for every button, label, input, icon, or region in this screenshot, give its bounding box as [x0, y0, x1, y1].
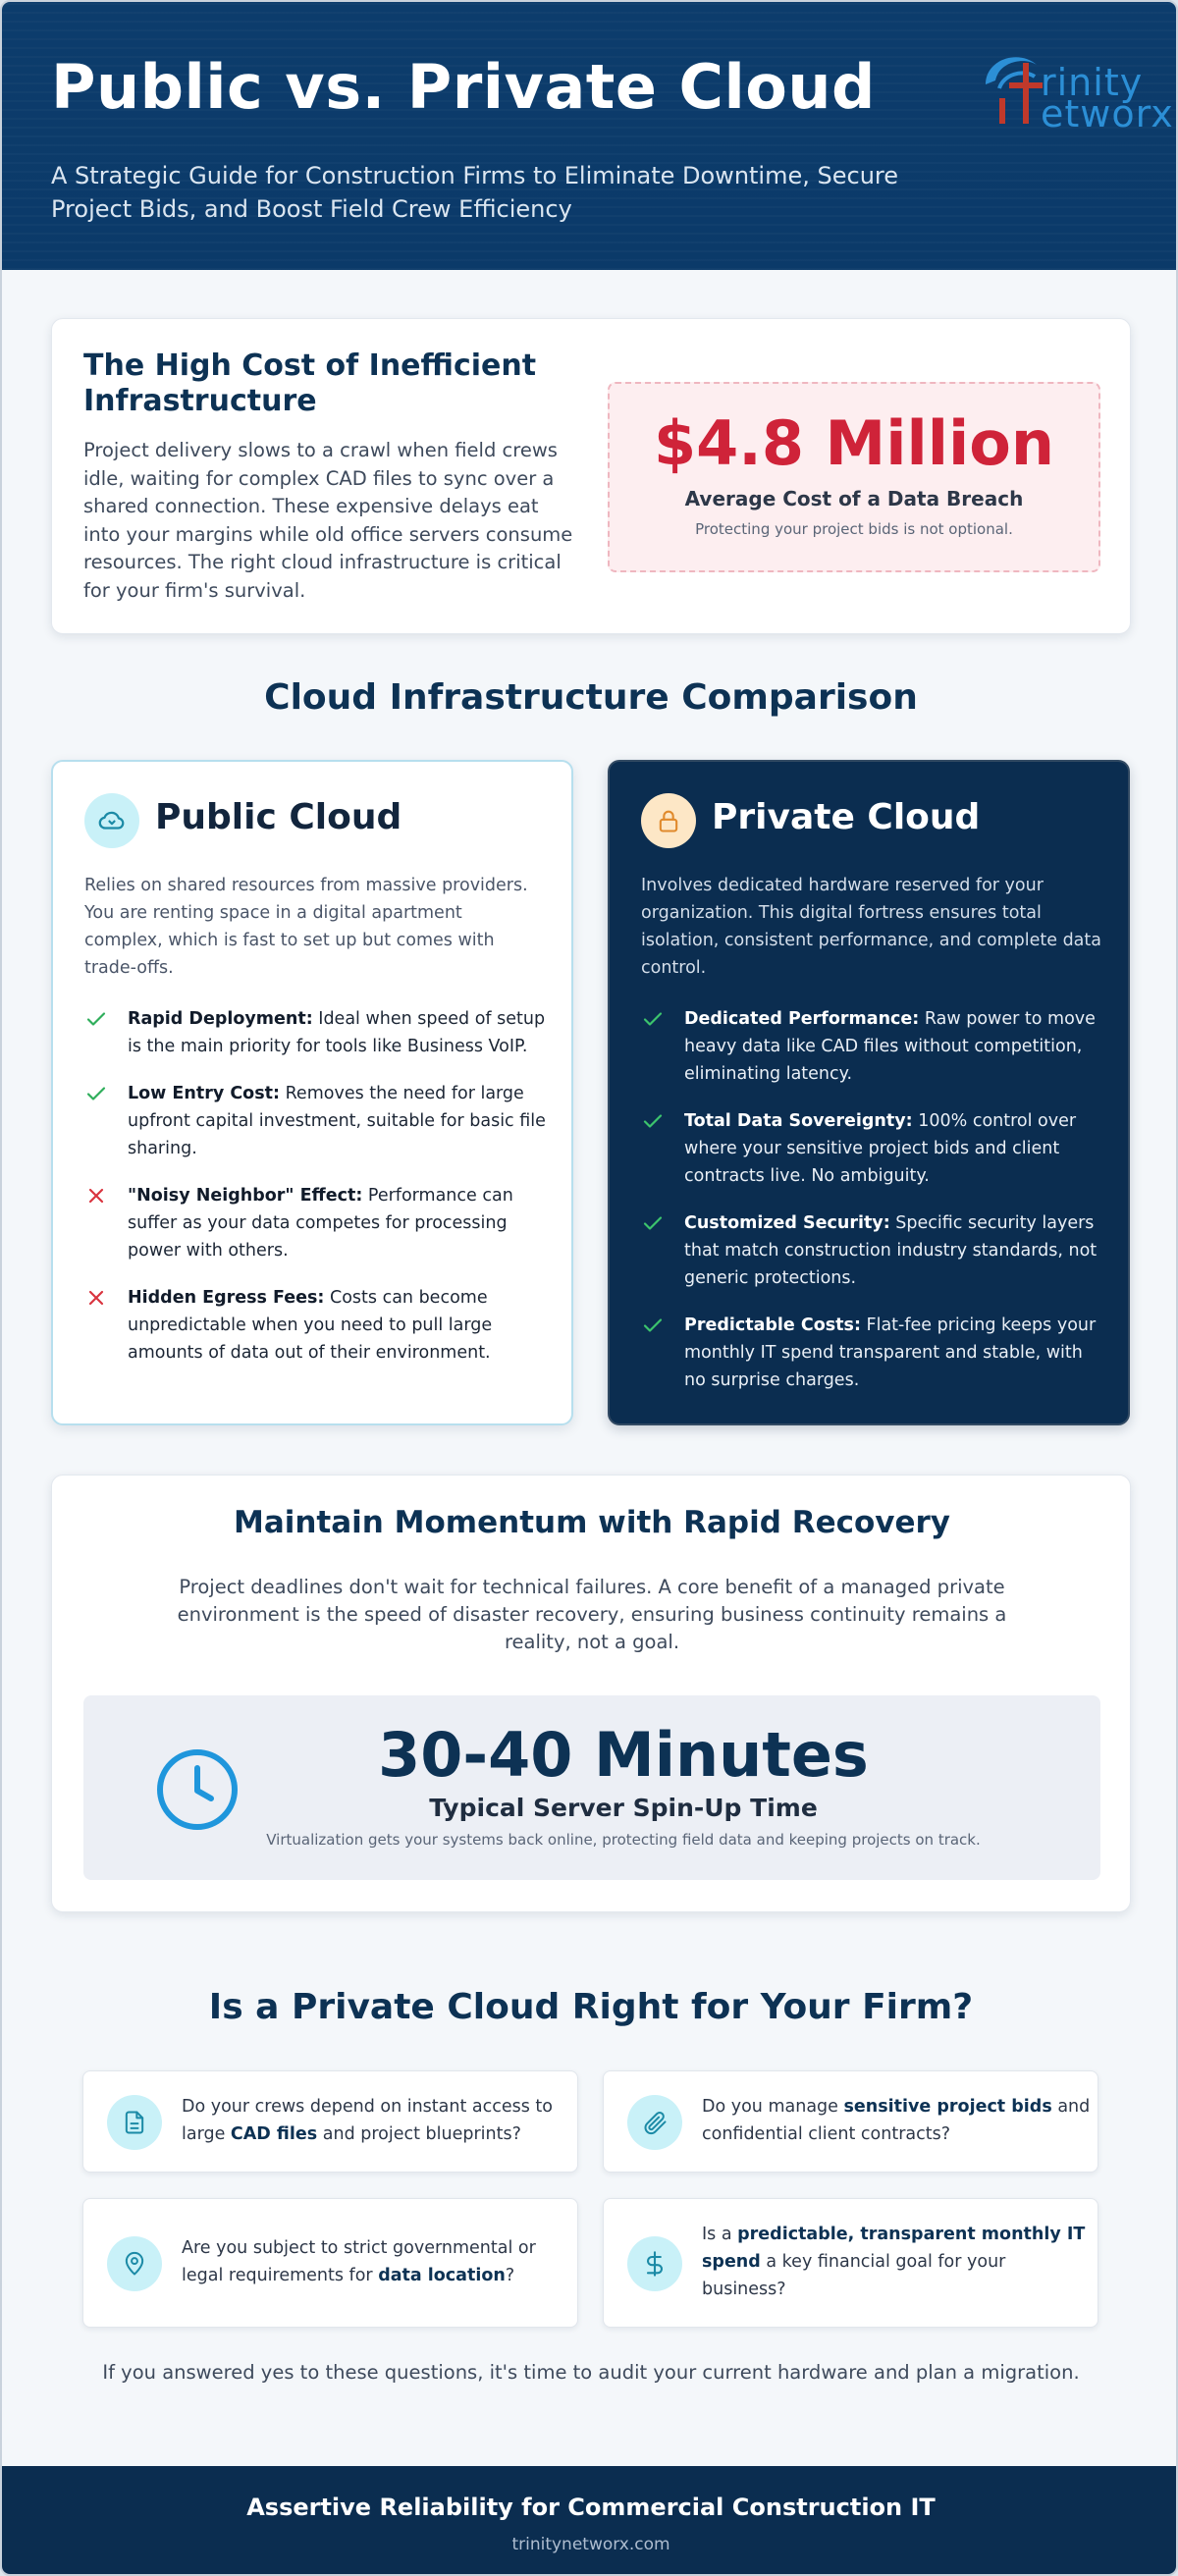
- item-text: Raw power to move heavy data like CAD files without competition, eliminating latency.: [684, 1009, 1096, 1084]
- closing-statement: If you answered yes to these questions, it's time to audit your current hardware and plan a migration.: [102, 2361, 1080, 2384]
- item-label: "Noisy Neighbor" Effect:: [128, 1186, 363, 1206]
- question-card-spend: [603, 2198, 1098, 2328]
- page-title: Public vs. Private Cloud: [51, 51, 876, 123]
- paperclip-icon: [627, 2095, 682, 2150]
- question-text: Are you subject to strict governmental or legal requirements for data location?: [182, 2238, 536, 2285]
- item-text: 100% control over where your sensitive project bids and client contracts live. No ambiguity.: [684, 1111, 1077, 1186]
- footer: [2, 2466, 1178, 2576]
- check-icon: [641, 1007, 665, 1031]
- item-text: Ideal when speed of setup is the main priority for tools like Business VoIP.: [128, 1009, 546, 1056]
- recovery-body: Project deadlines don't wait for technical failures. A core benefit of a managed private environment is the speed of disaster recovery, ensuring business continuity remains a reality, not a goal.: [177, 1576, 1007, 1653]
- public-cloud-title: Public Cloud: [155, 797, 402, 837]
- item-label: Predictable Costs:: [684, 1315, 861, 1335]
- header-banner: [2, 2, 1178, 270]
- question-card-cad: [82, 2070, 578, 2173]
- footer-tagline: Assertive Reliability for Commercial Construction IT: [246, 2494, 936, 2521]
- item-text: Flat-fee pricing keeps your monthly IT spend transparent and stable, with no surprise charges.: [684, 1315, 1097, 1390]
- recovery-section: [51, 1475, 1131, 1912]
- cloud-icon: [84, 793, 139, 848]
- page-subtitle: A Strategic Guide for Construction Firms to Eliminate Downtime, Secure Project Bids, and Boost Field Crew Efficiency: [51, 162, 899, 223]
- dollar-icon: [627, 2236, 682, 2291]
- question-text: Do your crews depend on instant access to large CAD files and project blueprints?: [182, 2097, 553, 2144]
- private-cloud-card: [608, 760, 1130, 1425]
- list-item: [641, 1209, 1104, 1292]
- check-icon: [641, 1109, 665, 1133]
- check-icon: [641, 1211, 665, 1235]
- breach-stat-note: Protecting your project bids is not optional.: [695, 520, 1013, 538]
- breach-stat-label: Average Cost of a Data Breach: [684, 487, 1024, 510]
- questions-title: Is a Private Cloud Right for Your Firm?: [208, 1987, 974, 2027]
- list-item: [84, 1080, 548, 1162]
- cross-icon: [84, 1184, 108, 1208]
- recovery-stat-box: [83, 1695, 1100, 1880]
- check-icon: [641, 1314, 665, 1337]
- logo-text-bottom: etworx: [1041, 92, 1174, 135]
- list-item: [641, 1005, 1104, 1088]
- recovery-stat-label: Typical Server Spin-Up Time: [429, 1794, 818, 1822]
- document-icon: [107, 2095, 162, 2150]
- comparison-title: Cloud Infrastructure Comparison: [264, 677, 918, 718]
- item-label: Hidden Egress Fees:: [128, 1288, 325, 1308]
- item-text: Removes the need for large upfront capital investment, suitable for basic file sharing.: [128, 1084, 546, 1158]
- item-label: Rapid Deployment:: [128, 1009, 313, 1029]
- question-card-location: [82, 2198, 578, 2328]
- list-item: [641, 1107, 1104, 1190]
- private-cloud-title: Private Cloud: [712, 797, 981, 837]
- public-cloud-list: [84, 1005, 548, 1386]
- list-item: [84, 1284, 548, 1367]
- clock-icon: [154, 1746, 241, 1833]
- footer-url-link[interactable]: trinitynetworx.com: [511, 2535, 670, 2554]
- recovery-stat-value: 30-40 Minutes: [378, 1719, 869, 1791]
- trinity-networx-logo: [980, 45, 1174, 135]
- item-label: Customized Security:: [684, 1213, 890, 1233]
- question-text: Is a predictable, transparent monthly IT spend a key financial goal for your business?: [702, 2225, 1086, 2299]
- public-cloud-card: [51, 760, 573, 1425]
- item-text: Specific security layers that match construction industry standards, not generic protections.: [684, 1213, 1098, 1288]
- breach-stat-box: [608, 382, 1100, 572]
- check-icon: [84, 1007, 108, 1031]
- check-icon: [84, 1082, 108, 1105]
- question-text: Do you manage sensitive project bids and confidential client contracts?: [702, 2097, 1091, 2144]
- list-item: [84, 1005, 548, 1060]
- cross-icon: [84, 1286, 108, 1310]
- question-card-bids: [603, 2070, 1098, 2173]
- private-cloud-description: Involves dedicated hardware reserved for your organization. This digital fortress ensures total isolation, consistent performance, and complete data control.: [641, 876, 1101, 978]
- recovery-heading: Maintain Momentum with Rapid Recovery: [233, 1505, 951, 1540]
- map-pin-icon: [107, 2236, 162, 2291]
- list-item: [641, 1312, 1104, 1394]
- item-text: Performance can suffer as your data competes for processing power with others.: [128, 1186, 513, 1261]
- item-label: Total Data Sovereignty:: [684, 1111, 913, 1131]
- item-label: Low Entry Cost:: [128, 1084, 280, 1103]
- list-item: [84, 1182, 548, 1264]
- cost-section: [51, 318, 1131, 634]
- logo-text-top: rinity: [1041, 61, 1144, 104]
- private-cloud-list: [641, 1005, 1104, 1414]
- lock-icon: [641, 793, 696, 848]
- public-cloud-description: Relies on shared resources from massive providers. You are renting space in a digital apartment complex, which is fast to set up but comes with trade-offs.: [84, 876, 528, 978]
- cost-heading: The High Cost of Inefficient Infrastructure: [83, 349, 537, 418]
- recovery-stat-note: Virtualization gets your systems back online, protecting field data and keeping projects on track.: [266, 1831, 981, 1849]
- item-label: Dedicated Performance:: [684, 1009, 920, 1029]
- breach-stat-value: $4.8 Million: [654, 407, 1054, 479]
- cost-body: Project delivery slows to a crawl when field crews idle, waiting for complex CAD files to sync over a shared connection. These expensive delays eat into your margins while old office servers consume resources. The right cloud infrastructure is critical for your firm's survival.: [83, 439, 573, 602]
- item-text: Costs can become unpredictable when you need to pull large amounts of data out of their environment.: [128, 1288, 493, 1363]
